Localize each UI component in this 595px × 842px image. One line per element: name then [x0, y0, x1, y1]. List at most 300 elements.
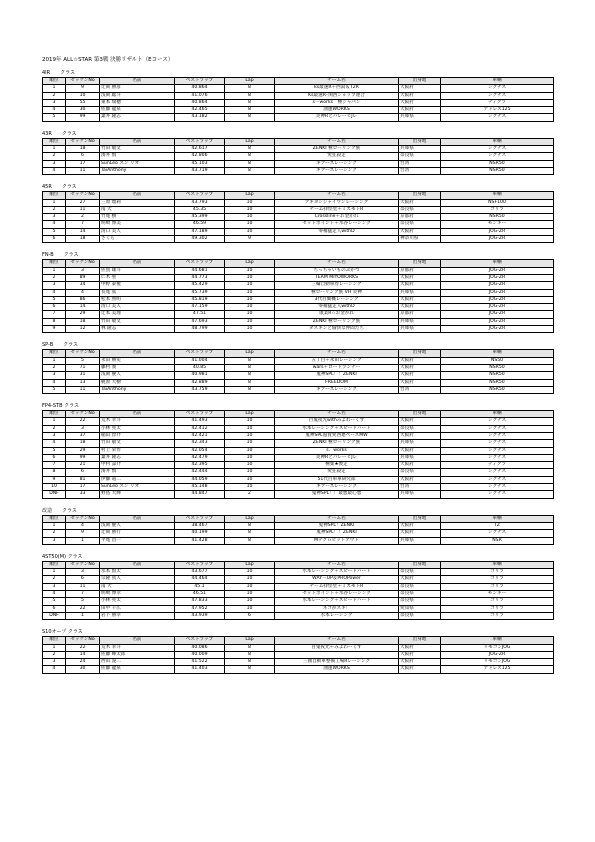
- table-cell: 10: [225, 605, 275, 612]
- table-cell: 4: [43, 221, 66, 228]
- table-cell: ZENKI 極ローリング族: [275, 440, 399, 447]
- table-cell: 46.51: [175, 591, 225, 598]
- table-cell: 8: [225, 357, 275, 364]
- column-header: Lap: [225, 561, 275, 568]
- table-cell: 兵庫県: [399, 326, 441, 333]
- table-cell: JOG-ZR: [441, 651, 554, 658]
- table-cell: 1: [43, 146, 66, 153]
- table-cell: s．works: [275, 447, 399, 454]
- table-cell: 兵庫県: [399, 146, 441, 153]
- table-cell: 3: [43, 99, 66, 106]
- table-cell: 鬼神SPL！！ZENKI: [275, 530, 399, 537]
- table-cell: 12: [66, 326, 100, 333]
- column-header: 出身地: [399, 411, 441, 418]
- table-cell: [275, 651, 399, 658]
- table-cell: 荒木 幸斗: [100, 644, 175, 651]
- table-row: [43, 228, 554, 235]
- table-cell: 8: [225, 153, 275, 160]
- column-header: 順位: [43, 192, 66, 199]
- table-cell: シグナス: [441, 153, 554, 160]
- table-cell: 5: [43, 296, 66, 303]
- table-cell: 鬼神SPL滋賀愛西連ベースMW: [275, 432, 399, 439]
- table-cell: 44.464: [175, 576, 225, 583]
- table-row: [43, 651, 554, 658]
- table-cell: 3: [66, 569, 100, 576]
- table-cell: シグナス: [441, 92, 554, 99]
- table-cell: 中村 諒介: [100, 462, 175, 469]
- table-cell: 奈良県: [399, 425, 441, 432]
- column-header: 名前: [100, 138, 175, 145]
- table-cell: 愛狂殺走: [275, 469, 399, 476]
- table-cell: 10: [225, 462, 275, 469]
- table-cell: 大阪府: [399, 296, 441, 303]
- table-cell: 99: [66, 454, 100, 461]
- table-cell: 10: [225, 418, 275, 425]
- table-cell: 三輪自動車券レーシング: [275, 282, 399, 289]
- table-cell: 三國自動車整備工場Rレーシング: [275, 659, 399, 666]
- table-cell: 9: [66, 85, 100, 92]
- table-cell: 30: [66, 107, 100, 114]
- table-cell: Ks最速R･関西ショップ連合: [275, 92, 399, 99]
- table-cell: 辻本 美理: [100, 311, 175, 318]
- header-row: [43, 260, 554, 267]
- column-header: ベストラップ: [175, 515, 225, 522]
- table-cell: 水本レーシング＋スピードハート: [275, 425, 399, 432]
- table-cell: 9: [43, 326, 66, 333]
- table-cell: 極ローリング族 VH 炎神: [275, 289, 399, 296]
- table-cell: 6: [66, 576, 100, 583]
- column-header: Lap: [225, 350, 275, 357]
- column-header: 車輌: [441, 350, 554, 357]
- column-header: ゼッケンNo: [66, 411, 100, 418]
- table-row: [43, 107, 554, 114]
- table-cell: 2: [43, 425, 66, 432]
- table-cell: 10: [225, 440, 275, 447]
- table-row: [43, 591, 554, 598]
- table-cell: 10: [225, 454, 275, 461]
- table-cell: 辻岡 勝行: [100, 530, 175, 537]
- table-row: [43, 274, 554, 281]
- table-cell: 8: [225, 386, 275, 393]
- table-cell: 17: [66, 484, 100, 491]
- table-cell: 14: [66, 228, 100, 235]
- results-table: [42, 561, 554, 620]
- table-cell: 45.148: [175, 484, 225, 491]
- table-cell: 明崎 博幸: [100, 591, 175, 598]
- table-cell: ZENKI 極ローリング族: [275, 318, 399, 325]
- table-cell: 14: [66, 304, 100, 311]
- results-table: [42, 191, 554, 243]
- table-cell: TaiAnthony: [100, 167, 175, 174]
- table-cell: 中野 泰視: [100, 282, 175, 289]
- header-row: [43, 138, 554, 145]
- table-cell: 兵庫県: [399, 537, 441, 544]
- table-cell: 2: [43, 153, 66, 160]
- table-cell: NSF100: [441, 199, 554, 206]
- class-title: FP4-STB クラス: [42, 403, 79, 410]
- table-cell: 台湾: [399, 167, 441, 174]
- class-section: [42, 403, 553, 499]
- table-cell: 6: [66, 153, 100, 160]
- column-header: Lap: [225, 260, 275, 267]
- table-row: [43, 666, 554, 673]
- table-cell: JOG-ZR: [441, 267, 554, 274]
- column-header: ゼッケンNo: [66, 260, 100, 267]
- table-cell: 清口 美人: [100, 228, 175, 235]
- table-row: [43, 267, 554, 274]
- column-header: 出身地: [399, 637, 441, 644]
- table-cell: NS50: [441, 357, 554, 364]
- table-cell: 8: [225, 85, 275, 92]
- table-cell: 2: [43, 92, 66, 99]
- table-cell: ゴリラ: [441, 598, 554, 605]
- table-cell: 奈良県: [399, 153, 441, 160]
- table-row: [43, 85, 554, 92]
- table-cell: s－works 極ジャパン: [275, 99, 399, 106]
- table-cell: 3: [43, 282, 66, 289]
- class-title: 4ST50(M) クラス: [42, 553, 83, 560]
- table-cell: 兵庫県: [399, 440, 441, 447]
- table-cell: 京都府: [399, 267, 441, 274]
- table-cell: 小林 亮太: [100, 598, 175, 605]
- table-cell: 大阪府: [399, 651, 441, 658]
- table-cell: 10: [225, 425, 275, 432]
- table-cell: ks最速R＋西湯＆T2R: [275, 85, 399, 92]
- table-cell: 42.412: [175, 425, 225, 432]
- table-cell: 竹田 敏文: [100, 146, 175, 153]
- table-cell: ゴリラ: [441, 583, 554, 590]
- table-row: [43, 379, 554, 386]
- table-cell: 6: [43, 454, 66, 461]
- table-cell: ゴリラ: [441, 206, 554, 213]
- table-cell: 極楽★喪走: [275, 462, 399, 469]
- column-header: Lap: [225, 78, 275, 85]
- table-cell: 51代目車車研究部: [275, 476, 399, 483]
- table-cell: 22: [66, 605, 100, 612]
- table-cell: 2: [43, 364, 66, 371]
- table-cell: JOG-ZR: [441, 289, 554, 296]
- table-cell: 11: [66, 167, 100, 174]
- table-cell: 大阪府: [399, 228, 441, 235]
- table-cell: 5: [43, 598, 66, 605]
- table-cell: 水本レーシング＋スピードハート: [275, 569, 399, 576]
- table-cell: 8: [43, 469, 66, 476]
- table-cell: 3: [43, 583, 66, 590]
- table-cell: 21: [66, 462, 100, 469]
- table-cell: 41.004: [175, 357, 225, 364]
- column-header: 名前: [100, 260, 175, 267]
- table-cell: 2: [43, 530, 66, 537]
- header-row: [43, 192, 554, 199]
- table-cell: 竹田 敏文: [100, 318, 175, 325]
- table-cell: 8: [225, 99, 275, 106]
- table-cell: 兵庫県: [399, 454, 441, 461]
- table-cell: 大阪府: [399, 274, 441, 281]
- table-cell: 6: [43, 236, 66, 243]
- table-cell: 竹尾 樹: [100, 214, 175, 221]
- table-cell: さくら: [100, 236, 175, 243]
- header-row: [43, 78, 554, 85]
- table-cell: シグナス: [441, 476, 554, 483]
- table-cell: 8: [225, 379, 275, 386]
- table-cell: 京都府: [399, 311, 441, 318]
- table-cell: 5: [43, 386, 66, 393]
- table-cell: 1: [43, 418, 66, 425]
- column-header: 車輌: [441, 260, 554, 267]
- table-cell: 兵庫県: [399, 318, 441, 325]
- table-cell: 10: [225, 476, 275, 483]
- table-cell: 43.719: [175, 167, 225, 174]
- table-cell: 42.444: [175, 469, 225, 476]
- table-row: [43, 304, 554, 311]
- results-table: [42, 636, 554, 673]
- table-cell: 9: [225, 236, 275, 243]
- table-cell: 4: [43, 107, 66, 114]
- table-cell: 45.103: [175, 160, 225, 167]
- column-header: 順位: [43, 561, 66, 568]
- table-cell: 43.182: [175, 114, 225, 121]
- table-cell: 8: [225, 160, 275, 167]
- table-cell: 水本レーシング: [275, 612, 399, 619]
- table-cell: NSR50: [441, 386, 554, 393]
- table-cell: 43.793: [175, 199, 225, 206]
- table-row: [43, 447, 554, 454]
- table-cell: 13: [66, 379, 100, 386]
- class-section: [42, 70, 553, 122]
- table-cell: モンキー: [441, 591, 554, 598]
- table-cell: 6: [43, 605, 66, 612]
- table-cell: 8: [225, 167, 275, 174]
- table-cell: 40.85: [175, 364, 225, 371]
- table-cell: シグナス: [441, 440, 554, 447]
- table-cell: ゴリラ: [441, 612, 554, 619]
- table-cell: 18: [66, 236, 100, 243]
- column-header: 名前: [100, 561, 175, 568]
- table-cell: 1: [66, 537, 100, 544]
- table-cell: 大阪府: [399, 304, 441, 311]
- table-row: [43, 153, 554, 160]
- column-header: ゼッケンNo: [66, 138, 100, 145]
- table-cell: 油運WORKS: [275, 107, 399, 114]
- table-cell: シグナス: [441, 146, 554, 153]
- table-cell: シグナス: [441, 418, 554, 425]
- table-cell: JOG-ZR: [441, 236, 554, 243]
- table-row: [43, 469, 554, 476]
- column-header: 名前: [100, 192, 175, 199]
- table-cell: 大阪府: [399, 522, 441, 529]
- table-cell: 42.479: [175, 454, 225, 461]
- table-cell: 47.189: [175, 228, 225, 235]
- table-cell: NSR50: [441, 364, 554, 371]
- table-cell: 浅岡 慶人: [100, 372, 175, 379]
- table-cell: 大阪府: [399, 357, 441, 364]
- table-cell: 42.465: [175, 107, 225, 114]
- column-header: 名前: [100, 637, 175, 644]
- table-cell: 47.693: [175, 318, 225, 325]
- table-cell: 10: [225, 304, 275, 311]
- table-cell: 佐藤 龍泉: [100, 666, 175, 673]
- table-cell: 1: [43, 199, 66, 206]
- table-cell: 大阪府: [399, 282, 441, 289]
- table-cell: 東本 瑞穂: [100, 99, 175, 106]
- table-cell: 47.833: [175, 598, 225, 605]
- table-cell: JOG-ZR: [441, 296, 554, 303]
- table-cell: 4: [43, 440, 66, 447]
- class-section: [42, 629, 553, 673]
- table-cell: 台湾: [399, 386, 441, 393]
- table-cell: 大阪府: [399, 372, 441, 379]
- table-cell: 4: [66, 289, 100, 296]
- table-cell: 大阪府: [399, 462, 441, 469]
- table-cell: シグナス: [441, 85, 554, 92]
- table-cell: 荒木 幸斗: [100, 418, 175, 425]
- table-row: [43, 583, 554, 590]
- column-header: ベストラップ: [175, 192, 225, 199]
- table-cell: 44.773: [175, 274, 225, 281]
- table-cell: 奈良県: [399, 221, 441, 228]
- class-title: SP-B クラス: [42, 342, 78, 349]
- table-cell: 油運WORKS: [275, 666, 399, 673]
- table-cell: 8: [225, 666, 275, 673]
- table-cell: 7: [66, 221, 100, 228]
- table-cell: 6: [225, 612, 275, 619]
- column-header: チーム名: [275, 515, 399, 522]
- table-cell: 奈良県: [399, 583, 441, 590]
- table-cell: 10: [225, 326, 275, 333]
- column-header: ゼッケンNo: [66, 561, 100, 568]
- table-cell: 3: [43, 537, 66, 544]
- table-row: [43, 236, 554, 243]
- column-header: 順位: [43, 138, 66, 145]
- table-cell: 水本 賢太: [100, 569, 175, 576]
- table-cell: 兵庫県: [399, 114, 441, 121]
- table-cell: 1: [66, 612, 100, 619]
- table-cell: 8: [225, 530, 275, 537]
- table-cell: 5: [66, 357, 100, 364]
- table-row: [43, 92, 554, 99]
- column-header: ベストラップ: [175, 138, 225, 145]
- table-cell: 松本 照明: [100, 296, 175, 303]
- column-header: 名前: [100, 515, 175, 522]
- table-cell: 兵庫県: [399, 491, 441, 498]
- table-cell: 40.199: [175, 530, 225, 537]
- table-cell: アドレス125: [441, 107, 554, 114]
- table-cell: JOG-ZR: [441, 311, 554, 318]
- column-header: 車輌: [441, 561, 554, 568]
- column-header: 出身地: [399, 561, 441, 568]
- table-cell: 奈良県: [399, 612, 441, 619]
- table-cell: 10: [225, 267, 275, 274]
- table-cell: 10: [225, 591, 275, 598]
- table-cell: 大阪府: [399, 92, 441, 99]
- table-cell: 10: [43, 484, 66, 491]
- table-cell: ゴリラ: [441, 569, 554, 576]
- table-cell: 奈良県: [399, 591, 441, 598]
- table-cell: アドレス125: [441, 666, 554, 673]
- table-cell: NSR50: [441, 214, 554, 221]
- table-row: [43, 418, 554, 425]
- table-row: [43, 537, 554, 544]
- table-row: [43, 167, 554, 174]
- table-cell: 8: [225, 644, 275, 651]
- table-cell: ティグラ: [441, 462, 554, 469]
- table-cell: 10: [225, 311, 275, 318]
- column-header: 出身地: [399, 515, 441, 522]
- column-header: チーム名: [275, 637, 399, 644]
- results-table: [42, 410, 554, 499]
- table-cell: 5: [43, 228, 66, 235]
- table-row: [43, 476, 554, 483]
- table-cell: 長尾 篤: [100, 289, 175, 296]
- table-cell: 47.952: [175, 605, 225, 612]
- class-section: [42, 252, 553, 333]
- table-cell: 44.847: [175, 491, 225, 498]
- table-cell: 33: [66, 491, 100, 498]
- column-header: チーム名: [275, 561, 399, 568]
- table-cell: 奈良県: [399, 569, 441, 576]
- class-title: 43R クラス: [42, 130, 77, 137]
- table-cell: NSR50: [441, 372, 554, 379]
- table-cell: 1: [43, 522, 66, 529]
- table-cell: 大阪府: [399, 659, 441, 666]
- table-cell: 37: [66, 432, 100, 439]
- table-cell: 18: [66, 440, 100, 447]
- results-table: [42, 138, 554, 175]
- table-cell: 42.054: [175, 447, 225, 454]
- table-cell: 10: [225, 576, 275, 583]
- header-row: [43, 561, 554, 568]
- table-cell: 10: [225, 469, 275, 476]
- table-cell: 3: [43, 432, 66, 439]
- table-cell: シグナス: [441, 469, 554, 476]
- table-row: [43, 644, 554, 651]
- table-cell: 11: [66, 386, 100, 393]
- header-row: [43, 515, 554, 522]
- table-row: [43, 530, 554, 537]
- table-cell: 43.759: [175, 386, 225, 393]
- table-row: [43, 569, 554, 576]
- table-cell: 4: [43, 167, 66, 174]
- table-cell: 8: [225, 522, 275, 529]
- table-cell: 45.399: [175, 214, 225, 221]
- table-cell: DNF: [43, 491, 66, 498]
- results-sections: [42, 70, 553, 683]
- table-cell: 49.302: [175, 236, 225, 243]
- table-cell: 水本レーシング＋スピードハート: [275, 598, 399, 605]
- column-header: Lap: [225, 411, 275, 418]
- table-row: [43, 146, 554, 153]
- table-cell: 2: [43, 651, 66, 658]
- table-row: [43, 386, 554, 393]
- table-cell: ゴリラ: [441, 605, 554, 612]
- table-cell: リモコンJOG: [441, 644, 554, 651]
- table-cell: 1: [43, 267, 66, 274]
- table-cell: 43.677: [175, 569, 225, 576]
- table-cell: 8: [225, 114, 275, 121]
- table-cell: 47.51: [175, 311, 225, 318]
- column-header: チーム名: [275, 78, 399, 85]
- table-cell: NSR50: [441, 160, 554, 167]
- table-cell: 22: [66, 644, 100, 651]
- table-cell: 5: [43, 114, 66, 121]
- column-header: 順位: [43, 350, 66, 357]
- table-cell: 3: [43, 372, 66, 379]
- table-cell: リモコンJOG: [441, 659, 554, 666]
- table-cell: 大阪府: [399, 666, 441, 673]
- table-cell: 台湾: [399, 160, 441, 167]
- table-cell: 8: [225, 537, 275, 544]
- table-cell: 42.343: [175, 440, 225, 447]
